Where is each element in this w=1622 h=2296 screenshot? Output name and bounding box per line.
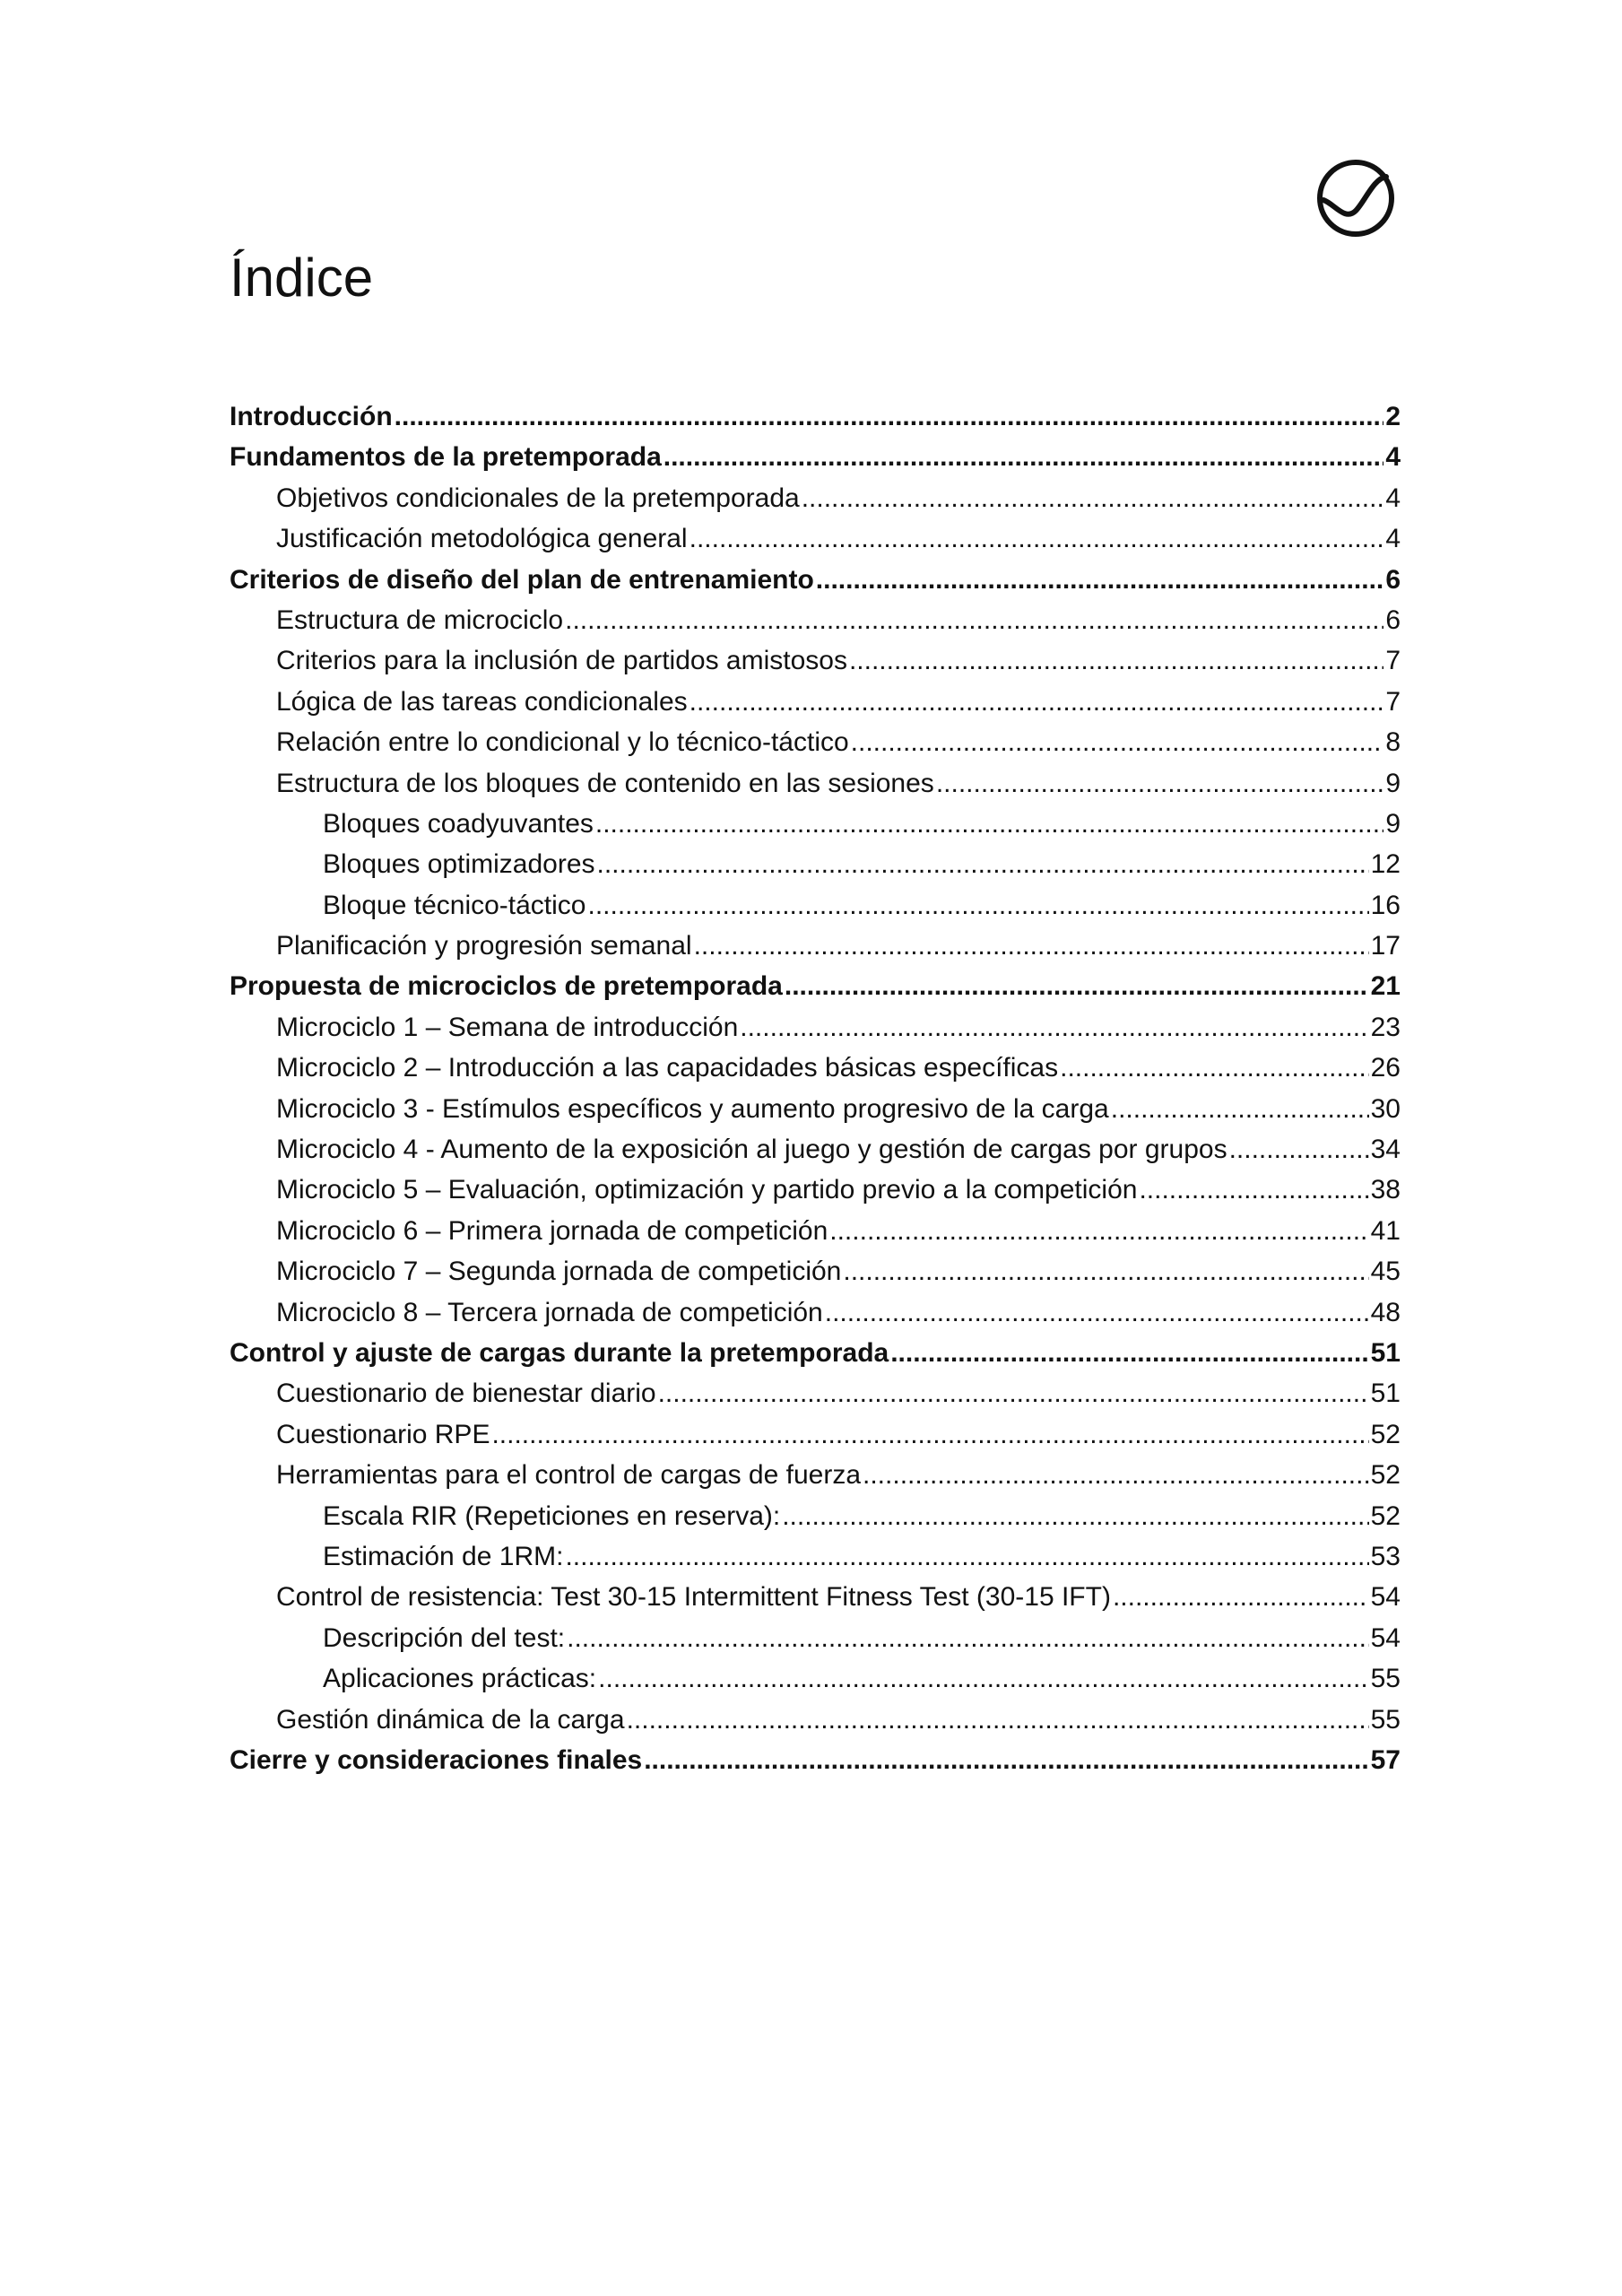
toc-entry[interactable] xyxy=(230,396,1401,437)
toc-entry-page-number: 41 xyxy=(1370,1215,1401,1246)
toc-dot-leader xyxy=(664,437,1384,477)
toc-entry[interactable] xyxy=(230,1007,1401,1048)
toc-entry-page-number: 7 xyxy=(1385,646,1401,676)
toc-dot-leader xyxy=(565,1536,1368,1577)
toc-entry-page-number: 51 xyxy=(1370,1337,1401,1368)
toc-dot-leader xyxy=(588,885,1369,926)
toc-dot-leader xyxy=(782,1496,1368,1536)
toc-entry-label: Microciclo 3 - Estímulos específicos y aumento progresivo de la carga xyxy=(276,1093,1109,1124)
toc-entry-page-number: 45 xyxy=(1370,1257,1401,1287)
toc-dot-leader xyxy=(395,396,1384,437)
toc-entry-page-number: 52 xyxy=(1370,1419,1401,1449)
toc-entry[interactable] xyxy=(230,682,1401,722)
toc-entry-page-number: 54 xyxy=(1370,1622,1401,1653)
toc-entry-page-number: 57 xyxy=(1370,1744,1401,1775)
toc-entry-label: Gestión dinámica de la carga xyxy=(276,1704,625,1735)
toc-entry-page-number: 55 xyxy=(1370,1704,1401,1735)
table-of-contents xyxy=(230,396,1401,1780)
toc-dot-leader xyxy=(658,1373,1369,1413)
toc-entry-page-number: 38 xyxy=(1370,1175,1401,1205)
toc-entry-page-number: 6 xyxy=(1385,564,1401,595)
toc-entry-label: Bloques optimizadores xyxy=(323,849,595,880)
toc-entry[interactable] xyxy=(230,1251,1401,1292)
toc-entry-label: Cuestionario de bienestar diario xyxy=(276,1378,656,1409)
toc-entry-label: Objetivos condicionales de la pretemporada xyxy=(276,483,800,513)
toc-entry[interactable] xyxy=(230,1455,1401,1495)
toc-entry[interactable] xyxy=(230,844,1401,884)
toc-entry-label: Introducción xyxy=(230,402,393,431)
toc-entry-label: Estructura de los bloques de contenido en las sesiones xyxy=(276,768,934,798)
toc-entry[interactable] xyxy=(230,1333,1401,1373)
toc-entry[interactable] xyxy=(230,560,1401,600)
toc-entry-label: Microciclo 4 - Aumento de la exposición al juego y gestión de cargas por grupos xyxy=(276,1135,1227,1165)
toc-entry-page-number: 26 xyxy=(1370,1053,1401,1083)
toc-dot-leader xyxy=(1060,1048,1369,1088)
toc-entry[interactable] xyxy=(230,1740,1401,1780)
toc-dot-leader xyxy=(597,844,1369,884)
toc-entry[interactable] xyxy=(230,1129,1401,1170)
toc-dot-leader xyxy=(802,478,1384,518)
toc-entry-page-number: 9 xyxy=(1385,808,1401,839)
toc-entry-page-number: 52 xyxy=(1370,1500,1401,1531)
toc-entry-label: Microciclo 1 – Semana de introducción xyxy=(276,1012,739,1042)
toc-entry-label: Microciclo 8 – Tercera jornada de competición xyxy=(276,1297,823,1327)
toc-entry-label: Lógica de las tareas condicionales xyxy=(276,686,688,717)
toc-entry-page-number: 8 xyxy=(1385,727,1401,758)
toc-entry[interactable] xyxy=(230,722,1401,762)
toc-entry-label: Criterios para la inclusión de partidos amistosos xyxy=(276,646,847,676)
toc-entry[interactable] xyxy=(230,600,1401,640)
toc-entry-label: Microciclo 2 – Introducción a las capacidades básicas específicas xyxy=(276,1053,1059,1083)
toc-dot-leader xyxy=(843,1251,1368,1292)
toc-dot-leader xyxy=(1139,1170,1368,1210)
logo-icon xyxy=(1314,157,1397,239)
toc-entry-label: Estimación de 1RM: xyxy=(323,1541,564,1571)
toc-entry[interactable] xyxy=(230,1414,1401,1455)
toc-entry-label: Control de resistencia: Test 30-15 Intermittent Fitness Test (30-15 IFT) xyxy=(276,1582,1111,1613)
toc-entry-page-number: 4 xyxy=(1385,524,1401,554)
toc-entry[interactable] xyxy=(230,1373,1401,1413)
toc-dot-leader xyxy=(595,804,1383,844)
toc-dot-leader xyxy=(825,1292,1369,1333)
toc-entry-label: Microciclo 5 – Evaluación, optimización y partido previo a la competición xyxy=(276,1175,1138,1205)
toc-dot-leader xyxy=(627,1700,1369,1740)
toc-dot-leader xyxy=(598,1658,1368,1699)
toc-entry[interactable] xyxy=(230,1577,1401,1617)
toc-entry-label: Microciclo 7 – Segunda jornada de competición xyxy=(276,1257,842,1287)
toc-entry-page-number: 9 xyxy=(1385,768,1401,798)
toc-entry[interactable] xyxy=(230,1211,1401,1251)
toc-entry-page-number: 51 xyxy=(1370,1378,1401,1409)
toc-entry[interactable] xyxy=(230,478,1401,518)
toc-entry-page-number: 34 xyxy=(1370,1135,1401,1165)
toc-dot-leader xyxy=(740,1007,1368,1048)
toc-entry[interactable] xyxy=(230,1496,1401,1536)
toc-entry-label: Bloques coadyuvantes xyxy=(323,808,594,839)
toc-dot-leader xyxy=(890,1333,1368,1373)
toc-dot-leader xyxy=(1113,1577,1369,1617)
toc-entry-page-number: 6 xyxy=(1385,604,1401,635)
toc-entry[interactable] xyxy=(230,640,1401,681)
toc-dot-leader xyxy=(491,1414,1368,1455)
toc-dot-leader xyxy=(565,600,1383,640)
toc-entry[interactable] xyxy=(230,1170,1401,1210)
toc-entry-label: Planificación y progresión semanal xyxy=(276,931,692,961)
toc-entry-label: Justificación metodológica general xyxy=(276,524,688,554)
toc-entry[interactable] xyxy=(230,1618,1401,1658)
toc-entry-page-number: 53 xyxy=(1370,1541,1401,1571)
toc-entry-label: Propuesta de microciclos de pretemporada xyxy=(230,971,783,1002)
toc-entry-label: Herramientas para el control de cargas de fuerza xyxy=(276,1460,862,1491)
toc-dot-leader xyxy=(936,763,1384,804)
toc-dot-leader xyxy=(690,518,1384,559)
toc-dot-leader xyxy=(849,640,1383,681)
toc-entry-page-number: 54 xyxy=(1370,1582,1401,1613)
toc-dot-leader xyxy=(1111,1089,1369,1129)
toc-entry-page-number: 48 xyxy=(1370,1297,1401,1327)
toc-entry[interactable] xyxy=(230,1089,1401,1129)
toc-dot-leader xyxy=(694,926,1369,966)
toc-entry-label: Microciclo 6 – Primera jornada de competición xyxy=(276,1215,828,1246)
toc-dot-leader xyxy=(851,722,1384,762)
toc-entry-page-number: 17 xyxy=(1370,931,1401,961)
toc-dot-leader xyxy=(690,682,1384,722)
toc-dot-leader xyxy=(816,560,1384,600)
toc-entry[interactable] xyxy=(230,763,1401,804)
toc-entry-page-number: 30 xyxy=(1370,1093,1401,1124)
toc-entry-label: Relación entre lo condicional y lo técnico-táctico xyxy=(276,727,849,758)
toc-entry[interactable] xyxy=(230,1658,1401,1699)
toc-entry[interactable] xyxy=(230,1048,1401,1088)
toc-entry-page-number: 23 xyxy=(1370,1012,1401,1042)
toc-dot-leader xyxy=(863,1455,1369,1495)
toc-entry[interactable] xyxy=(230,1292,1401,1333)
toc-dot-leader xyxy=(1229,1129,1369,1170)
toc-entry[interactable] xyxy=(230,885,1401,926)
toc-entry[interactable] xyxy=(230,437,1401,477)
toc-entry-page-number: 21 xyxy=(1370,971,1401,1002)
toc-entry-label: Cuestionario RPE xyxy=(276,1419,490,1449)
toc-entry-label: Control y ajuste de cargas durante la pretemporada xyxy=(230,1337,889,1368)
toc-entry-page-number: 52 xyxy=(1370,1460,1401,1491)
toc-dot-leader xyxy=(567,1618,1369,1658)
toc-entry-page-number: 4 xyxy=(1385,442,1401,473)
toc-entry-label: Escala RIR (Repeticiones en reserva): xyxy=(323,1500,781,1531)
toc-entry-page-number: 12 xyxy=(1370,849,1401,880)
toc-entry[interactable] xyxy=(230,966,1401,1006)
toc-entry-label: Estructura de microciclo xyxy=(276,604,564,635)
toc-dot-leader xyxy=(785,966,1369,1006)
toc-dot-leader xyxy=(644,1740,1368,1780)
toc-entry[interactable] xyxy=(230,1536,1401,1577)
toc-entry[interactable] xyxy=(230,926,1401,966)
toc-entry-page-number: 7 xyxy=(1385,686,1401,717)
toc-entry-label: Descripción del test: xyxy=(323,1622,566,1653)
page-title: Índice xyxy=(230,248,374,308)
toc-entry-label: Bloque técnico-táctico xyxy=(323,890,586,920)
toc-entry-label: Cierre y consideraciones finales xyxy=(230,1744,643,1775)
toc-entry[interactable] xyxy=(230,1700,1401,1740)
toc-entry[interactable] xyxy=(230,804,1401,844)
toc-entry-page-number: 4 xyxy=(1385,483,1401,513)
toc-entry-label: Fundamentos de la pretemporada xyxy=(230,442,662,473)
toc-entry-page-number: 16 xyxy=(1370,890,1401,920)
toc-entry-label: Aplicaciones prácticas: xyxy=(323,1664,597,1694)
toc-entry-page-number: 55 xyxy=(1370,1664,1401,1694)
toc-dot-leader xyxy=(829,1211,1368,1251)
toc-entry[interactable] xyxy=(230,518,1401,559)
toc-entry-page-number: 2 xyxy=(1385,402,1401,431)
toc-entry-label: Criterios de diseño del plan de entrenamiento xyxy=(230,564,814,595)
